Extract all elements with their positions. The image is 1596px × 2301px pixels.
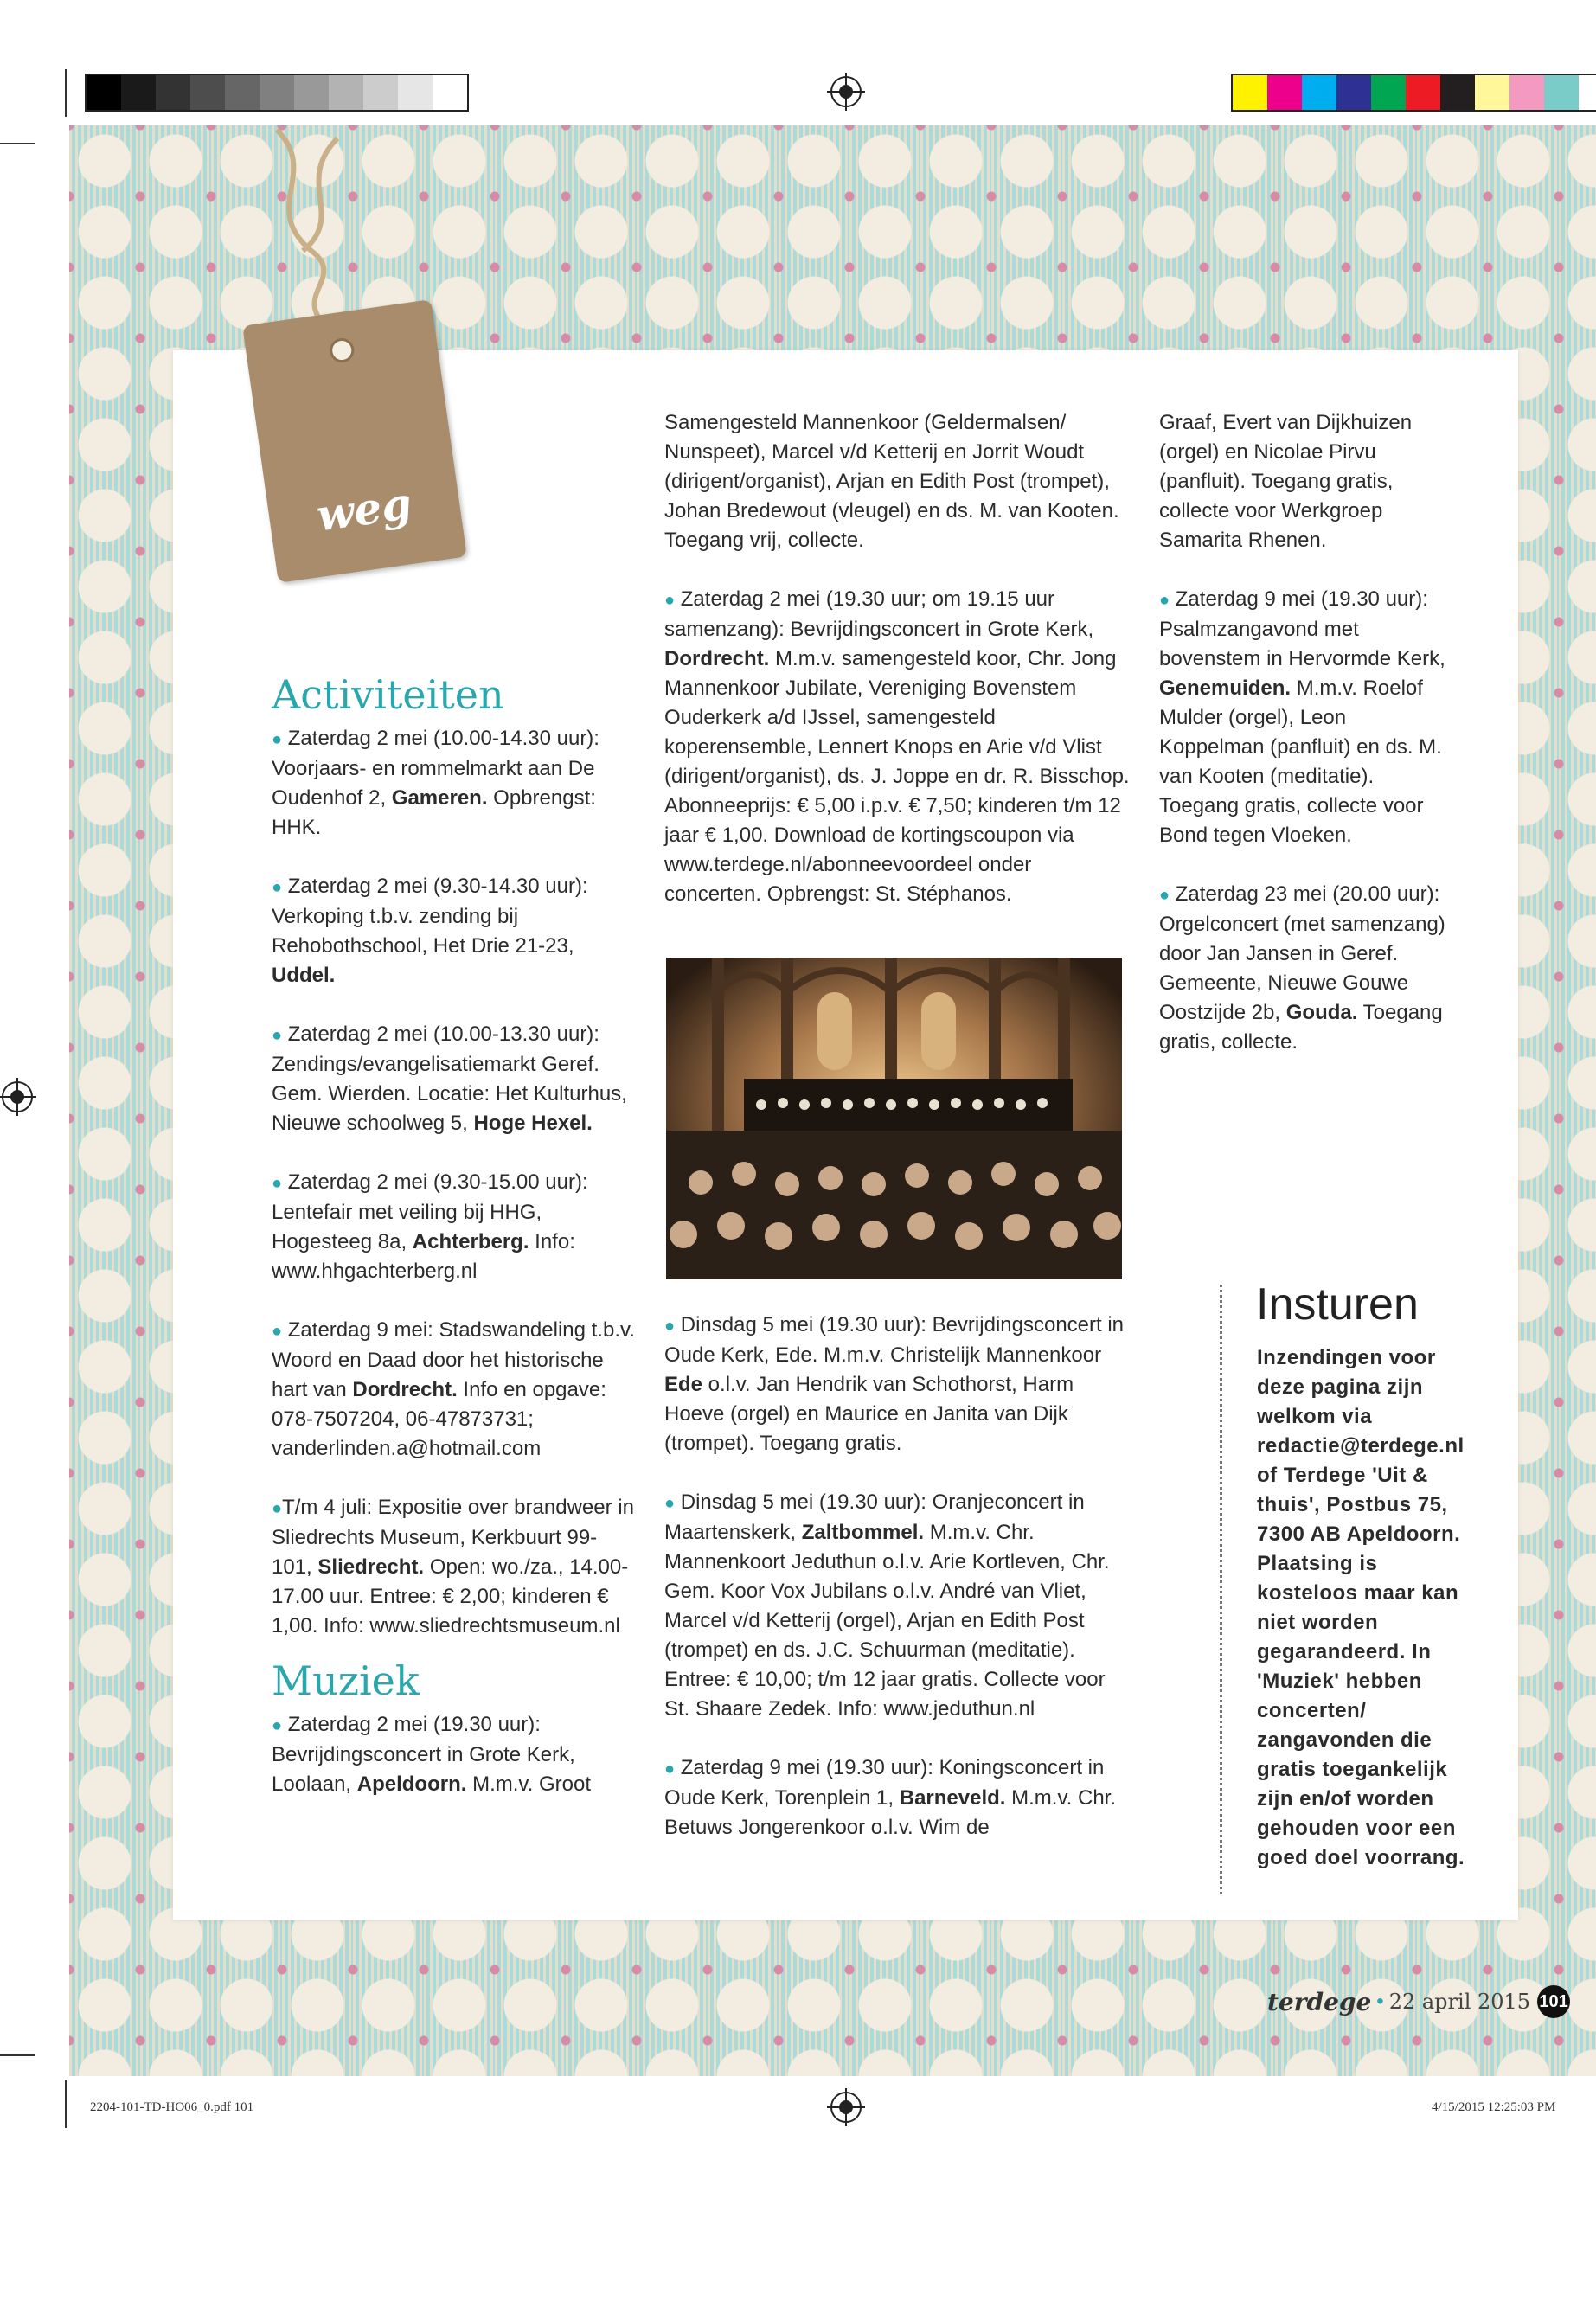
crop-mark xyxy=(0,143,35,144)
bullet-icon: ● xyxy=(664,1317,676,1336)
page-footer xyxy=(1267,1985,1570,2018)
issue-date: 22 april 2015 xyxy=(1388,1990,1531,2014)
bullet-icon: ● xyxy=(272,1499,283,1518)
tag-hole xyxy=(328,336,356,364)
list-item: ● Zaterdag 2 mei (19.30 uur): Bevrijdingsconcert in Grote Kerk, Loolaan, Apeldoorn. M.m.v. Groot xyxy=(272,1713,591,1796)
continuation-text: Graaf, Evert van Dijkhuizen (orgel) en Nicolae Pirvu (panfluit). Toegang gratis, collecte voor Werkgroep Samarita Rhenen. xyxy=(1159,411,1413,552)
insturen-title: Insturen xyxy=(1256,1279,1419,1330)
color-bar xyxy=(1231,74,1596,112)
bullet-icon: ● xyxy=(664,1759,676,1779)
registration-mark-icon xyxy=(2,1081,33,1112)
column-left xyxy=(272,670,635,1829)
slug-timestamp: 4/15/2015 12:25:03 PM xyxy=(1432,2100,1556,2114)
list-item: ● Zaterdag 2 mei (10.00-13.30 uur): Zendings/evangelisatiemarkt Geref. Gem. Wierden. Locatie: Het Kulturhus, Nieuwe schoolweg 5, Hoge Hexel. xyxy=(272,1022,627,1135)
grayscale-bar xyxy=(85,74,469,112)
list-item: ● Zaterdag 2 mei (9.30-14.30 uur): Verkoping t.b.v. zending bij Rehobothschool, Het Drie 21-23, Uddel. xyxy=(272,875,588,987)
bullet-icon: ● xyxy=(1159,591,1170,610)
crop-mark xyxy=(0,2054,35,2056)
column-middle-lower xyxy=(664,1311,1131,1872)
registration-mark-icon xyxy=(830,76,862,107)
list-item: ● Zaterdag 9 mei (19.30 uur): Koningsconcert in Oude Kerk, Torenplein 1, Barneveld. M.m.v. Chr. Betuws Jongerenkoor o.l.v. Wim de xyxy=(664,1756,1117,1839)
list-item: ● Zaterdag 2 mei (19.30 uur; om 19.15 uur samenzang): Bevrijdingsconcert in Grote Kerk, Dordrecht. M.m.v. samengesteld koor, Chr. Jong Mannenkoor Jubilate, Vereniging Bovenstem Ouderkerk a/d IJssel, samengesteld koperensemble, Lennert Knops en Arie v/d Vlist (dirigent/organist), ds. J. Joppe en dr. R. Bisschop. Abonneeprijs: € 5,00 i.p.v. € 7,50; kinderen t/m 12 jaar € 1,00. Download de kortingscoupon via www.terdege.nl/abonneevoordeel onder concerten. Opbrengst: St. Stéphanos. xyxy=(664,587,1130,906)
list-item: ●T/m 4 juli: Expositie over brandweer in Sliedrechts Museum, Kerkbuurt 99-101, Sliedrecht. Open: wo./za., 14.00-17.00 uur. Entree: € 2,00; kinderen € 1,00. Info: www.sliedrechtsmuseum.nl xyxy=(272,1496,634,1638)
list-item: ● Zaterdag 2 mei (9.30-15.00 uur): Lentefair met veiling bij HHG, Hogesteeg 8a, Achterberg. Info: www.hhgachterberg.nl xyxy=(272,1170,588,1283)
slug-filename: 2204-101-TD-HO06_0.pdf 101 xyxy=(90,2100,254,2114)
crop-mark xyxy=(65,2080,67,2128)
bullet-icon: ● xyxy=(272,730,283,749)
crop-mark xyxy=(65,69,67,117)
column-middle xyxy=(664,408,1131,939)
bullet-icon: ● xyxy=(272,1716,283,1735)
footer-separator: • xyxy=(1376,1990,1384,2013)
page-number: 101 xyxy=(1537,1985,1570,2018)
weg-tag xyxy=(242,299,467,583)
continuation-text: Samengesteld Mannenkoor (Geldermalsen/ Nunspeet), Marcel v/d Ketterij en Jorrit Woudt (dirigent/organist), Arjan en Edith Post (trompet), Johan Bredewout (vleugel) en ds. M. van Kooten. Toegang vrij, collecte. xyxy=(664,411,1119,552)
section-title-muziek: Muziek xyxy=(272,1657,420,1704)
bullet-icon: ● xyxy=(664,591,676,610)
insturen-text: Inzendingen voor deze pagina zijn welkom via redactie@terdege.nl of Terdege 'Uit & thuis', Postbus 75, 7300 AB Apeldoorn. Plaatsing is kosteloos maar kan niet worden gegarandeerd. In 'Muziek' hebben concerten/ zangavonden die gratis toegankelijk zijn en/of worden gehouden voor een goed doel voorrang. xyxy=(1257,1346,1465,1869)
registration-mark-icon xyxy=(830,2092,862,2123)
bullet-icon: ● xyxy=(1159,886,1170,905)
twine-icon xyxy=(242,121,381,329)
bullet-icon: ● xyxy=(664,1494,676,1513)
bullet-icon: ● xyxy=(272,1026,283,1045)
concert-photo xyxy=(666,958,1122,1279)
bullet-icon: ● xyxy=(272,878,283,897)
column-right xyxy=(1159,408,1453,1086)
list-item: ● Dinsdag 5 mei (19.30 uur): Bevrijdingsconcert in Oude Kerk, Ede. M.m.v. Christelijk Mannenkoor Ede o.l.v. Jan Hendrik van Schothorst, Harm Hoeve (orgel) en Maurice en Janita van Dijk (trompet). Toegang gratis. xyxy=(664,1313,1125,1455)
list-item: ● Dinsdag 5 mei (19.30 uur): Oranjeconcert in Maartenskerk, Zaltbommel. M.m.v. Chr. Mannenkoort Jeduthun o.l.v. Arie Kortleven, Chr. Gem. Koor Vox Jubilans o.l.v. André van Vliet, Marcel v/d Ketterij (orgel), Arjan en Edith Post (trompet) en ds. J.C. Schuurman (meditatie). Entree: € 10,00; t/m 12 jaar gratis. Collecte voor St. Shaare Zedek. Info: www.jeduthun.nl xyxy=(664,1490,1110,1721)
list-item: ● Zaterdag 2 mei (10.00-14.30 uur): Voorjaars- en rommelmarkt aan De Oudenhof 2, Gameren. Opbrengst: HHK. xyxy=(272,727,599,839)
section-title-activiteiten: Activiteiten xyxy=(272,671,504,718)
church-choir-image xyxy=(666,958,1122,1279)
bullet-icon: ● xyxy=(272,1322,283,1341)
list-item: ● Zaterdag 9 mei (19.30 uur): Psalmzangavond met bovenstem in Hervormde Kerk, Genemuiden. M.m.v. Roelof Mulder (orgel), Leon Koppelman (panfluit) en ds. M. van Kooten (meditatie). Toegang gratis, collecte voor Bond tegen Vloeken. xyxy=(1159,587,1445,847)
list-item: ● Zaterdag 9 mei: Stadswandeling t.b.v. Woord en Daad door het historische hart van Dordrecht. Info en opgave: 078-7507204, 06-47873731; vanderlinden.a@hotmail.com xyxy=(272,1318,635,1460)
brand-logo: terdege xyxy=(1267,1987,1372,2016)
bullet-icon: ● xyxy=(272,1174,283,1193)
list-item: ● Zaterdag 23 mei (20.00 uur): Orgelconcert (met samenzang) door Jan Jansen in Geref. Gemeente, Nieuwe Gouwe Oostzijde 2b, Gouda. Toegang gratis, collecte. xyxy=(1159,882,1445,1054)
tag-label: weg xyxy=(313,477,415,542)
